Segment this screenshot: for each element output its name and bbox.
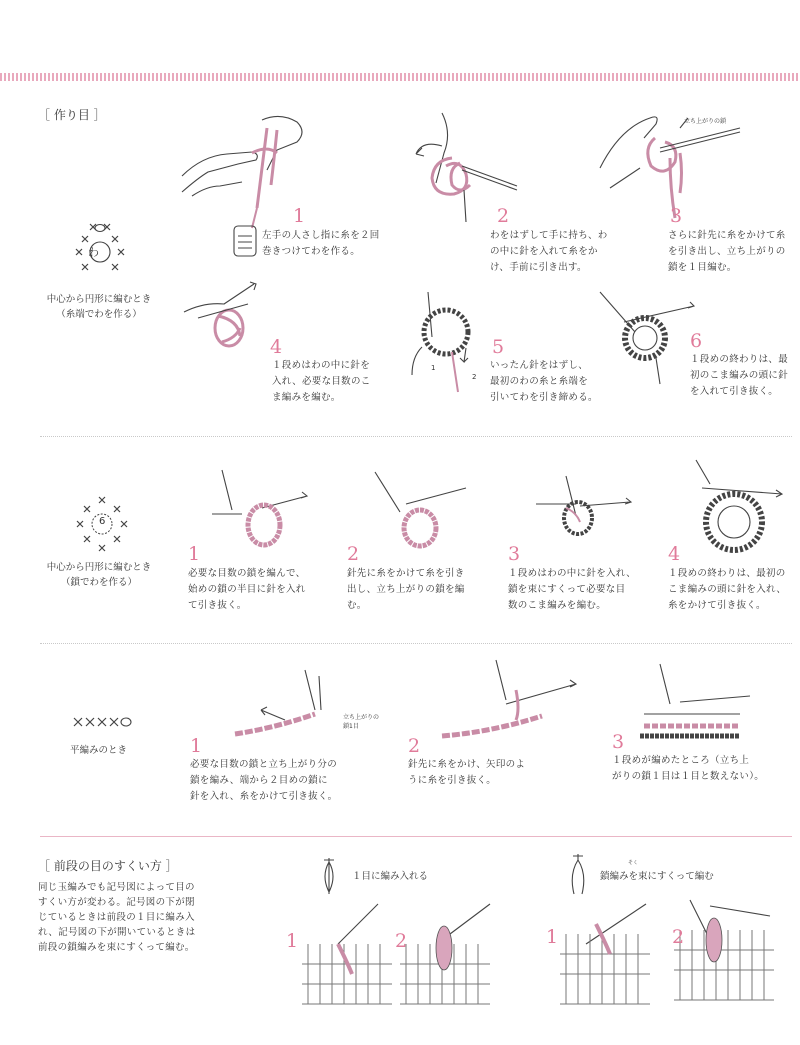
section-divider [40, 643, 792, 644]
annotation-line: 立ち上がりの [343, 714, 380, 721]
text-line: １段めの終わりは、最 [690, 354, 789, 365]
top-decorative-band [0, 73, 800, 81]
text-line: １段めはわの中に針を入れ、 [508, 568, 636, 579]
section2-label [24, 560, 174, 590]
text-line: む。 [347, 600, 367, 611]
text-line: 必要な目数の鎖と立ち上がり分の [190, 759, 338, 770]
text-line: を引き出し、立ち上がりの [668, 246, 786, 257]
text-line: がりの鎖１目は１目と数えない）。 [612, 771, 765, 782]
text-line: 最初のわの糸と糸端を [490, 376, 589, 387]
text-line: １段めはわの中に針を [272, 360, 371, 371]
step-number: 2 [347, 543, 360, 565]
label-line: （鎖でわを作る） [60, 577, 137, 588]
step-number: 3 [508, 543, 521, 565]
text-line: １段めの終わりは、最初の [668, 568, 786, 579]
section-title-pickup: ［ 前段の目のすくい方 ］ [38, 859, 178, 873]
text-line: 針を入れ、糸をかけて引き抜く。 [190, 791, 338, 802]
pickup-right-swatch-2 [670, 900, 780, 1010]
chain-step1-text [188, 566, 306, 614]
step-number: 2 [497, 205, 510, 227]
section3-label: 平編みのとき [70, 745, 128, 756]
flat-step1-text [190, 757, 337, 805]
chain-step2-illustration [370, 470, 470, 550]
text-line: １段めが編めたところ（立ち上 [612, 755, 750, 766]
figure-number: 1 [286, 930, 299, 952]
step-number: 4 [668, 543, 681, 565]
text-line: わをはずして手に持ち、わ [490, 230, 608, 241]
magic-ring-symbol [70, 222, 130, 282]
flat-step2-illustration [436, 660, 586, 750]
text-line: 数のこま編みを編む。 [508, 600, 607, 611]
step3-text [668, 228, 786, 276]
text-line: 同じ玉編みでも記号図によって目の [38, 882, 195, 893]
text-line: け、手前に引き出す。 [490, 262, 587, 273]
section-divider [40, 436, 792, 437]
flat-step3-illustration [630, 664, 750, 754]
text-line: こま編みの頭に針を入れ、 [668, 584, 787, 595]
text-line: ま編みを編む。 [272, 392, 341, 403]
step-number: 6 [690, 330, 703, 352]
text-line: さらに針先に糸をかけて糸 [668, 230, 786, 241]
open-puff-symbol [568, 852, 588, 896]
section1-label [24, 292, 174, 322]
text-line: じているときは前段の１目に編み入 [38, 912, 195, 923]
section-divider [40, 836, 792, 837]
step6-text [690, 352, 788, 400]
pickup-right-swatch-1 [556, 904, 656, 1014]
chain-step4-text [668, 566, 786, 614]
step-number: 5 [492, 336, 505, 358]
text-line: 鎖を編み、端から２目めの鎖に [190, 775, 328, 786]
text-line: を入れて引き抜く。 [690, 386, 779, 397]
text-line: 始めの鎖の半目に針を入れ [188, 584, 306, 595]
text-line: 針先に糸をかけて糸を引き [347, 568, 465, 579]
annotation-line: 鎖1目 [343, 723, 359, 730]
text-line: うに糸を引き抜く。 [408, 775, 497, 786]
flat-step3-text [612, 753, 764, 785]
pickup-left-swatch-2 [396, 904, 496, 1014]
flat-rows-symbol [72, 715, 136, 731]
text-line: て引き抜く。 [188, 600, 247, 611]
step-number: 1 [190, 735, 203, 757]
figure-number: 2 [395, 930, 408, 952]
text-line: 巻きつけてわを作る。 [262, 246, 361, 257]
text-line: 糸をかけて引き抜く。 [668, 600, 766, 611]
text-line: れ、記号図の下が開いているときは [38, 927, 196, 938]
label-line: 中心から円形に編むとき [46, 294, 152, 305]
step-number: 3 [670, 205, 683, 227]
chain-step3-illustration [536, 476, 636, 556]
step-number: 1 [293, 205, 306, 227]
chain-step3-text [508, 566, 636, 614]
flat-step1-annotation [343, 713, 379, 731]
step-number: 3 [612, 731, 625, 753]
step4-illustration [184, 282, 274, 362]
step3-annotation: 立ち上がりの鎖 [684, 118, 727, 125]
text-line: 針先に糸をかけ、矢印のよ [408, 759, 526, 770]
text-line: 必要な目数の鎖を編んで、 [188, 568, 306, 579]
magic-ring-symbol-center: わ [88, 246, 99, 259]
text-line: 入れ、必要な目数のこ [272, 376, 371, 387]
flat-step2-text [408, 757, 525, 789]
label-line: （糸端でわを作る） [56, 309, 142, 320]
text-line: の中に針を入れて糸をか [490, 246, 598, 257]
text-line: 左手の人さし指に糸を２回 [262, 230, 380, 241]
step-number: 2 [408, 735, 421, 757]
step-number: 1 [188, 543, 201, 565]
chain-ring-symbol-center: 6 [99, 516, 106, 527]
flat-step1-illustration [225, 670, 345, 750]
step6-illustration [600, 286, 703, 386]
chain-step4-illustration [696, 460, 796, 560]
text-line: いったん針をはずし、 [490, 360, 589, 371]
left-caption: １目に編み入れる [352, 871, 429, 882]
step5-mark-2: 2 [472, 373, 477, 381]
right-caption: 鎖編みを束にすくって編む [600, 871, 714, 882]
text-line: 初のこま編みの頭に針 [690, 370, 789, 381]
step5-text [490, 358, 598, 406]
chain-step2-text [347, 566, 465, 614]
text-line: 出し、立ち上がりの鎖を編 [347, 584, 465, 595]
text-line: 鎖を束にすくって必要な目 [508, 584, 626, 595]
figure-number: 2 [672, 926, 685, 948]
step5-mark-1: 1 [431, 364, 436, 372]
step2-text [490, 228, 608, 276]
text-line: 鎖を１目編む。 [668, 262, 737, 273]
right-caption-ruby: そく [628, 860, 639, 866]
step1-text [262, 228, 380, 260]
text-line: 引いてわを引き締める。 [490, 392, 598, 403]
closed-puff-symbol [320, 856, 338, 896]
pickup-left-swatch-1 [298, 904, 398, 1014]
step-number: 4 [270, 336, 283, 358]
text-line: すくい方が変わる。記号図の下が閉 [38, 897, 195, 908]
text-line: 前段の鎖編みを束にすくって編む。 [38, 942, 195, 953]
pickup-description [38, 880, 195, 955]
figure-number: 1 [546, 926, 559, 948]
label-line: 中心から円形に編むとき [46, 562, 152, 573]
chain-step1-illustration [212, 470, 312, 550]
section-title-foundation: ［ 作り目 ］ [38, 108, 106, 122]
step4-text [272, 358, 371, 406]
